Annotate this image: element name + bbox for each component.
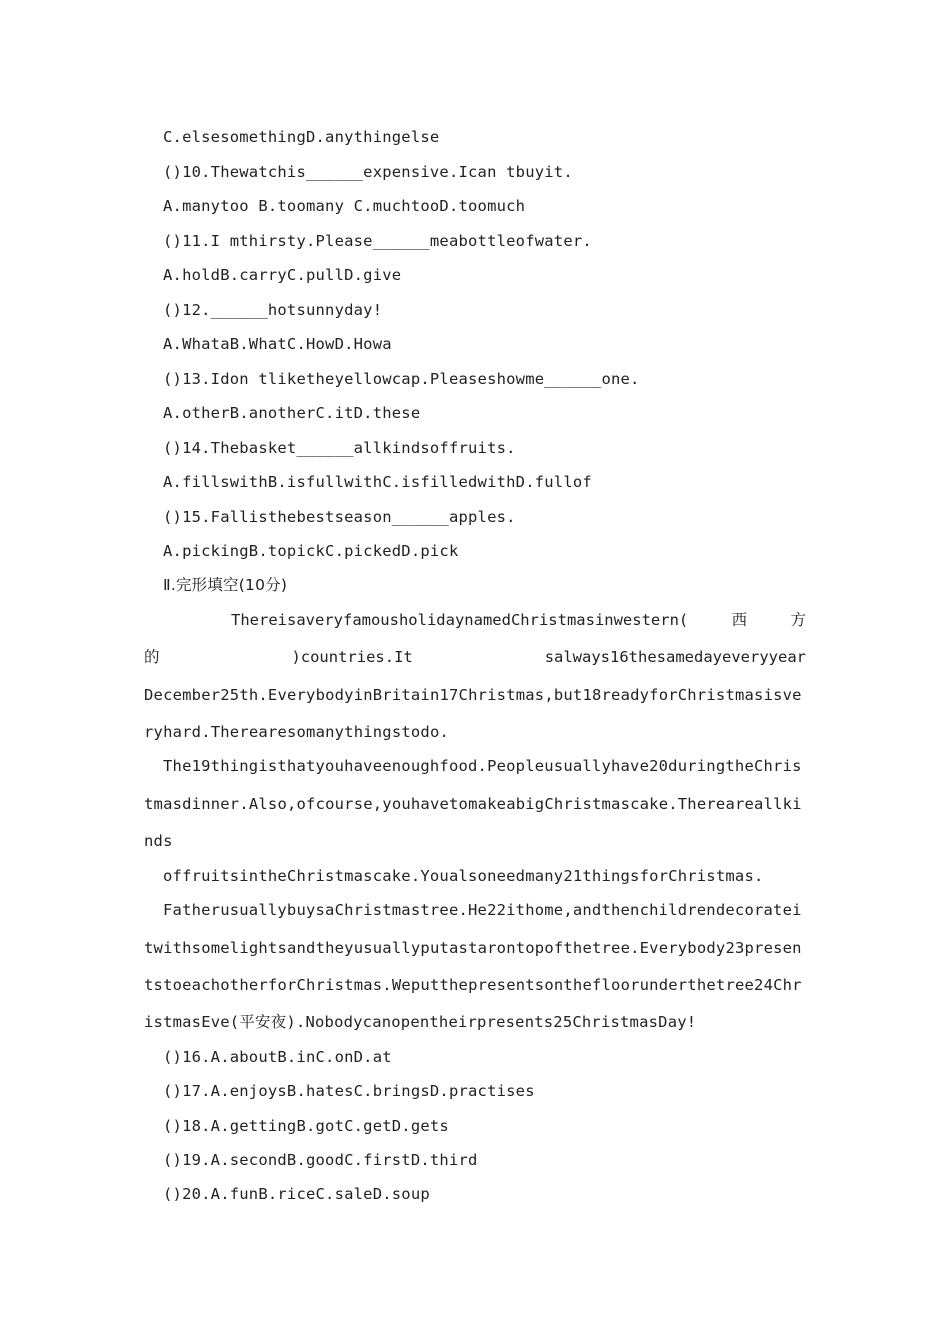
passage-line-2 (144, 647, 806, 667)
passage-text: )countries.It (291, 648, 413, 666)
answer-options-14: A.fillswithB.isfullwithC.isfilledwithD.fullof (163, 473, 592, 491)
question-12: ()12.______hotsunnyday! (163, 301, 383, 319)
cloze-question-20: ()20.A.funB.riceC.saleD.soup (163, 1185, 430, 1203)
passage-line-4: ryhard.Therearesomanythingstodo. (144, 723, 450, 741)
passage-line-3: December25th.EverybodyinBritain17Christmas,but18readyforChristmasisve (144, 686, 802, 704)
passage-line-10: twithsomelightsandtheyusuallyputastarontopofthetree.Everybody23presen (144, 939, 802, 957)
question-13: ()13.Idon tliketheyellowcap.Pleaseshowme______one. (163, 370, 640, 388)
section-heading: Ⅱ.完形填空(10分) (163, 576, 288, 594)
answer-options-11: A.holdB.carryC.pullD.give (163, 266, 402, 284)
answer-options-9-continued: C.elsesomethingD.anythingelse (163, 128, 440, 146)
question-11: ()11.I mthirsty.Please______meabottleofwater. (163, 232, 592, 250)
answer-options-12: A.WhataB.WhatC.HowD.Howa (163, 335, 392, 353)
passage-line-8: offruitsintheChristmascake.Youalsoneedmany21thingsforChristmas. (163, 867, 764, 885)
cloze-question-18: ()18.A.gettingB.gotC.getD.gets (163, 1117, 449, 1135)
question-15: ()15.Fallisthebestseason______apples. (163, 508, 516, 526)
passage-text: ThereisaveryfamousholidaynamedChristmasinwestern( (231, 611, 689, 629)
passage-text: 的 (144, 648, 160, 666)
answer-options-13: A.otherB.anotherC.itD.these (163, 404, 421, 422)
passage-line-1 (144, 610, 806, 630)
answer-options-15: A.pickingB.topickC.pickedD.pick (163, 542, 459, 560)
question-10: ()10.Thewatchis______expensive.Ican tbuyit. (163, 163, 573, 181)
question-14: ()14.Thebasket______allkindsoffruits. (163, 439, 516, 457)
passage-line-7: nds (144, 832, 173, 850)
passage-line-12: istmasEve(平安夜).Nobodycanopentheirpresents25ChristmasDay! (144, 1013, 697, 1031)
passage-line-9: FatherusuallybuysaChristmastree.He22ithome,andthenchildrendecoratei (163, 901, 802, 919)
passage-text: 方 (790, 611, 806, 629)
cloze-question-17: ()17.A.enjoysB.hatesC.bringsD.practises (163, 1082, 535, 1100)
passage-text: 西 (731, 611, 748, 629)
passage-text: salways16thesamedayeveryyear (544, 648, 806, 666)
passage-line-6: tmasdinner.Also,ofcourse,youhavetomakeabigChristmascake.Thereareallki (144, 795, 802, 813)
answer-options-10: A.manytoo B.toomany C.muchtooD.toomuch (163, 197, 526, 215)
cloze-question-16: ()16.A.aboutB.inC.onD.at (163, 1048, 392, 1066)
passage-line-5: The19thingisthatyouhaveenoughfood.Peopleusuallyhave20duringtheChris (163, 757, 802, 775)
cloze-question-19: ()19.A.secondB.goodC.firstD.third (163, 1151, 478, 1169)
passage-line-11: tstoeachotherforChristmas.Weputthepresentsonthefloorunderthetree24Chr (144, 976, 802, 994)
